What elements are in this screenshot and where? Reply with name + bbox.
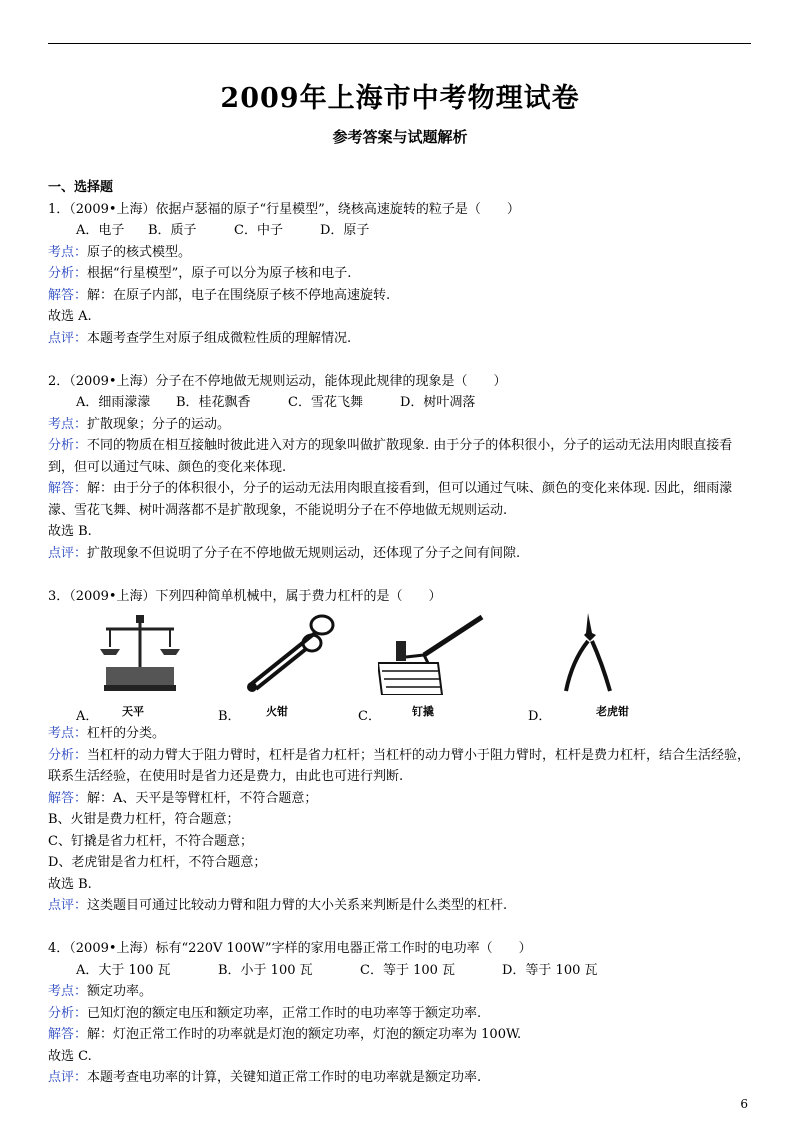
dianping-row: [48, 543, 753, 565]
question-1: [48, 199, 753, 350]
spacer: [48, 349, 753, 371]
dianping-row: [48, 328, 753, 350]
jieda-row: [48, 478, 753, 521]
lever-images-row: [48, 611, 753, 724]
answer-text: 故选 C.: [48, 1048, 92, 1064]
jieda-row: [48, 285, 753, 307]
jieda-text: 解：灯泡正常工作时的功率就是灯泡的额定功率，灯泡的额定功率为 100W.: [87, 1027, 522, 1042]
spacer: [48, 564, 753, 586]
kaodian-row: [48, 242, 753, 264]
question-stem: 2．（2009•上海）分子在不停地做无规则运动，能体现此规律的现象是（ ）: [48, 373, 507, 389]
jieda-label: 解答：: [48, 1027, 88, 1042]
page-title: 2009年上海市中考物理试卷: [220, 83, 580, 114]
kaodian-text: 原子的核式模型。: [87, 244, 192, 260]
fenxi-label: 分析：: [48, 1005, 88, 1021]
balance-scale-image: [100, 611, 180, 701]
fenxi-text: 根据“行星模型”，原子可以分为原子核和电子.: [87, 266, 352, 281]
fire-tongs-image: [238, 611, 338, 695]
answer-text: 故选 B.: [48, 524, 92, 539]
caption-tongs: 火钳: [266, 705, 288, 718]
option-a: A．: [76, 709, 99, 724]
jieda-label: 解答：: [48, 287, 88, 303]
dianping-label: 点评：: [48, 545, 88, 561]
answer-text: 故选 A.: [48, 309, 92, 324]
dianping-row: [48, 895, 753, 917]
option-a: A．大于 100 瓦: [76, 962, 171, 978]
option-b: B．小于 100 瓦: [218, 962, 313, 978]
kaodian-text: 杠杆的分类。: [87, 726, 166, 741]
jieda-line-c: C、钉撬是省力杠杆，不符合题意；: [48, 833, 253, 849]
option-b: B．质子: [148, 223, 197, 238]
fenxi-text: 当杠杆的动力臂大于阻力臂时，杠杆是省力杠杆；当杠杆的动力臂小于阻力臂时，杠杆是费力杠杆，结合生活经验，联系生活经验，在使用时是省力还是费力，由此也可进行判断.: [48, 747, 751, 784]
jieda-row: [48, 788, 753, 810]
fenxi-row: [48, 1003, 753, 1025]
dianping-text: 扩散现象不但说明了分子在不停地做无规则运动，还体现了分子之间有间隙.: [87, 545, 521, 561]
document-body: [48, 177, 753, 1089]
fenxi-label: 分析：: [48, 747, 88, 763]
options-row: [48, 220, 753, 242]
crowbar-image: [378, 611, 488, 695]
question-stem: 3．（2009•上海）下列四种简单机械中，属于费力杠杆的是（ ）: [48, 588, 442, 604]
options-row: [48, 392, 753, 414]
caption-balance: 天平: [122, 705, 144, 718]
question-stem: 4．（2009•上海）标有“220V 100W”字样的家用电器正常工作时的电功率（ ）: [48, 941, 532, 956]
kaodian-row: [48, 414, 753, 436]
option-d: D．: [528, 709, 552, 724]
jieda-text: 解：A、天平是等臂杠杆，不符合题意；: [87, 790, 318, 806]
jieda-label: 解答：: [48, 481, 88, 496]
option-b: B．: [218, 709, 241, 724]
section-heading: 一、选择题: [48, 180, 114, 195]
dianping-label: 点评：: [48, 330, 88, 346]
jieda-label: 解答：: [48, 790, 88, 806]
kaodian-label: 考点：: [48, 726, 88, 741]
option-c: C．: [358, 709, 381, 724]
option-b: B．桂花飘香: [176, 395, 251, 410]
options-row: [48, 960, 753, 982]
kaodian-label: 考点：: [48, 244, 88, 260]
fenxi-text: 不同的物质在相互接触时彼此进入对方的现象叫做扩散现象. 由于分子的体积很小，分子的运动无法用肉眼直接看到，但可以通过气味、颜色的变化来体现.: [48, 438, 733, 475]
option-c: C．等于 100 瓦: [360, 962, 456, 978]
page-subtitle: 参考答案与试题解析: [332, 128, 468, 146]
dianping-text: 本题考查学生对原子组成微粒性质的理解情况.: [87, 330, 352, 346]
jieda-line-b: B、火钳是费力杠杆，符合题意；: [48, 812, 240, 827]
kaodian-text: 额定功率。: [87, 984, 153, 999]
jieda-text: 解：在原子内部，电子在围绕原子核不停地高速旋转.: [87, 287, 391, 303]
dianping-text: 这类题目可通过比较动力臂和阻力臂的大小关系来判断是什么类型的杠杆.: [87, 898, 508, 913]
answer-text: 故选 B.: [48, 876, 92, 892]
dianping-row: [48, 1067, 753, 1089]
question-4: [48, 938, 753, 1089]
kaodian-label: 考点：: [48, 416, 88, 432]
spacer: [48, 917, 753, 939]
header-rule: [48, 43, 751, 44]
option-c: C．雪花飞舞: [288, 395, 363, 410]
page-number: 6: [740, 1097, 748, 1111]
fenxi-row: [48, 745, 753, 788]
kaodian-row: [48, 981, 753, 1003]
fenxi-row: [48, 263, 753, 285]
fenxi-label: 分析：: [48, 266, 88, 281]
caption-pliers: 老虎钳: [596, 705, 629, 718]
question-stem: 1．（2009•上海）依据卢瑟福的原子“行星模型”，绕核高速旋转的粒子是（ ）: [48, 201, 520, 217]
caption-crowbar: 钉撬: [412, 705, 434, 718]
kaodian-text: 扩散现象；分子的运动。: [87, 416, 231, 432]
option-a: A．细雨濛濛: [76, 395, 151, 410]
kaodian-row: [48, 723, 753, 745]
dianping-text: 本题考查电功率的计算，关键知道正常工作时的电功率就是额定功率.: [87, 1070, 482, 1085]
pliers-image: [548, 611, 628, 695]
option-c: C．中子: [234, 223, 283, 238]
dianping-label: 点评：: [48, 1070, 88, 1085]
option-d: D．原子: [320, 223, 370, 238]
fenxi-label: 分析：: [48, 438, 88, 453]
spacer: [48, 715, 753, 723]
option-d: D．树叶凋落: [400, 395, 476, 410]
jieda-text: 解：由于分子的体积很小，分子的运动无法用肉眼直接看到，但可以通过气味、颜色的变化来体现. 因此，细雨濛濛、雪花飞舞、树叶凋落都不是扩散现象，不能说明分子在不停地做无规则运动.: [48, 481, 733, 518]
jieda-line-d: D、老虎钳是省力杠杆，不符合题意；: [48, 855, 267, 870]
option-d: D．等于 100 瓦: [502, 962, 598, 978]
jieda-row: [48, 1024, 753, 1046]
option-a: A．电子: [76, 223, 125, 238]
fenxi-text: 已知灯泡的额定电压和额定功率，正常工作时的电功率等于额定功率.: [87, 1005, 482, 1021]
question-2: [48, 371, 753, 565]
fenxi-row: [48, 435, 753, 478]
kaodian-label: 考点：: [48, 984, 88, 999]
question-3: [48, 586, 753, 917]
dianping-label: 点评：: [48, 898, 88, 913]
